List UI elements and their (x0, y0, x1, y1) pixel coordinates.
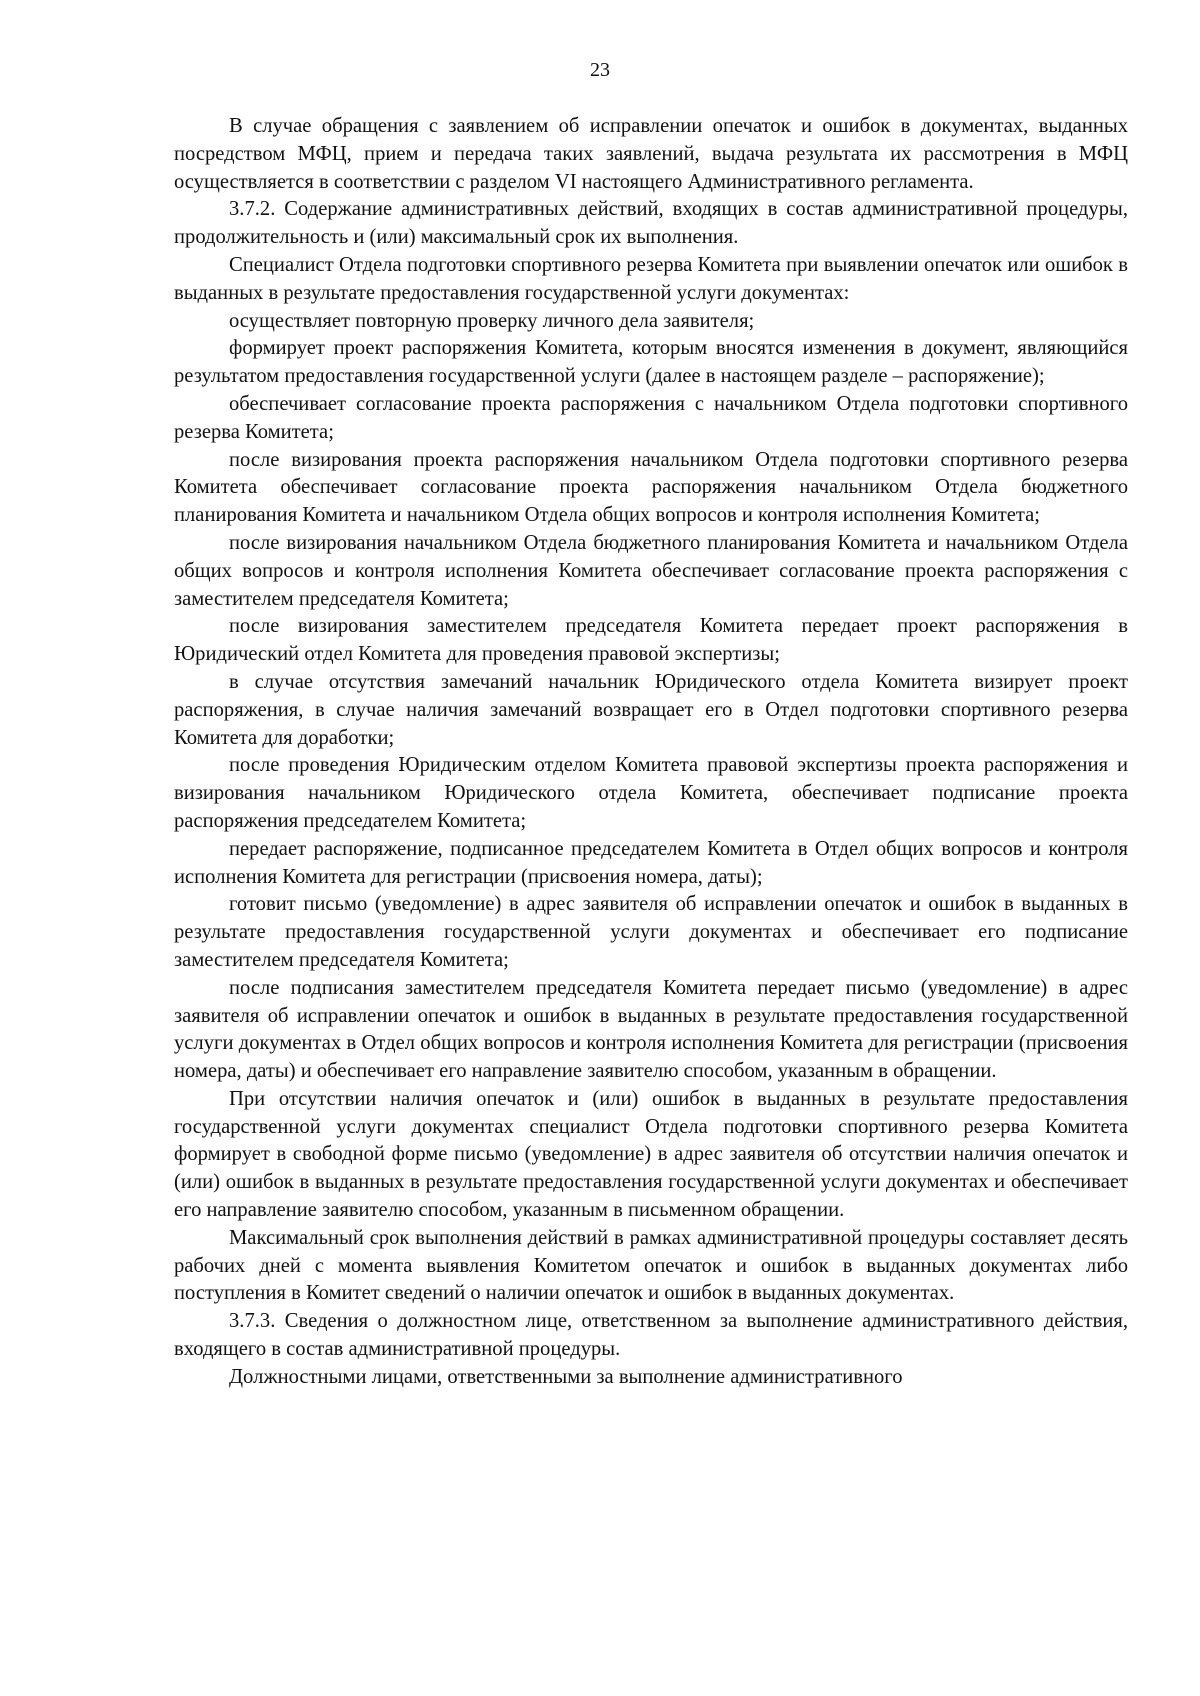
paragraph: Специалист Отдела подготовки спортивного резерва Комитета при выявлении опечаток или ошибок в выданных в результате предоставления государственной услуги документах: (174, 253, 1128, 304)
paragraph: формирует проект распоряжения Комитета, которым вносятся изменения в документ, являющийся результатом предоставления государственной услуги (далее в настоящем разделе – распоряжение); (174, 337, 1128, 388)
paragraph: передает распоряжение, подписанное председателем Комитета в Отдел общих вопросов и контроля исполнения Комитета для регистрации (присвоения номера, даты); (174, 837, 1128, 888)
paragraph: готовит письмо (уведомление) в адрес заявителя об исправлении опечаток и ошибок в выданных в результате предоставления государственной услуги документах и обеспечивает его подписание заместителем председателя Комитета; (174, 893, 1128, 971)
paragraph: В случае обращения с заявлением об исправлении опечаток и ошибок в документах, выданных посредством МФЦ, прием и передача таких заявлений, выдача результата их рассмотрения в МФЦ осуществляется в соответствии с разделом VI настоящего Административного регламента. (174, 115, 1128, 193)
paragraph: При отсутствии наличия опечаток и (или) ошибок в выданных в результате предоставления государственной услуги документах специалист Отдела подготовки спортивного резерва Комитета формирует в свободной форме письмо (уведомление) в адрес заявителя об отсутствии наличия опечаток и (или) ошибок в выданных в результате предоставления государственной услуги документах и обеспечивает его направление заявителю способом, указанным в письменном обращении. (174, 1087, 1128, 1222)
paragraph: Должностными лицами, ответственными за выполнение административного (229, 1365, 903, 1388)
paragraph: после подписания заместителем председателя Комитета передает письмо (уведомление) в адрес заявителя об исправлении опечаток и ошибок в выданных в результате предоставления государственной услуги документах в Отдел общих вопросов и контроля исполнения Комитета для регистрации (присвоения номера, даты) и обеспечивает его направление заявителю способом, указанным в обращении. (174, 976, 1128, 1083)
paragraph: осуществляет повторную проверку личного дела заявителя; (229, 309, 755, 332)
paragraph: обеспечивает согласование проекта распоряжения с начальником Отдела подготовки спортивного резерва Комитета; (174, 392, 1128, 443)
paragraph: после визирования начальником Отдела бюджетного планирования Комитета и начальником Отдела общих вопросов и контроля исполнения Комитета обеспечивает согласование проекта распоряжения с заместителем председателя Комитета; (174, 531, 1128, 610)
paragraph: после проведения Юридическим отделом Комитета правовой экспертизы проекта распоряжения и визирования начальником Юридического отдела Комитета, обеспечивает подписание проекта распоряжения председателем Комитета; (174, 754, 1128, 832)
document-body (174, 113, 1128, 1392)
paragraph: после визирования заместителем председателя Комитета передает проект распоряжения в Юридический отдел Комитета для проведения правовой экспертизы; (174, 615, 1128, 666)
paragraph: Максимальный срок выполнения действий в рамках административной процедуры составляет десять рабочих дней с момента выявления Комитетом опечаток и ошибок в выданных документах либо поступления в Комитет сведений о наличии опечаток и ошибок в выданных документах. (174, 1226, 1128, 1305)
paragraph: 3.7.2. Содержание административных действий, входящих в состав административной процедуры, продолжительность и (или) максимальный срок их выполнения. (174, 198, 1128, 249)
paragraph: в случае отсутствия замечаний начальник Юридического отдела Комитета визирует проект распоряжения, в случае наличия замечаний возвращает его в Отдел подготовки спортивного резерва Комитета для доработки; (174, 670, 1128, 749)
page-number: 23 (590, 59, 610, 81)
paragraph: 3.7.3. Сведения о должностном лице, ответственном за выполнение административного действия, входящего в состав административной процедуры. (174, 1310, 1128, 1361)
paragraph: после визирования проекта распоряжения начальником Отдела подготовки спортивного резерва Комитета обеспечивает согласование проекта распоряжения начальником Отдела бюджетного планирования Комитета и начальником Отдела общих вопросов и контроля исполнения Комитета; (174, 448, 1128, 527)
